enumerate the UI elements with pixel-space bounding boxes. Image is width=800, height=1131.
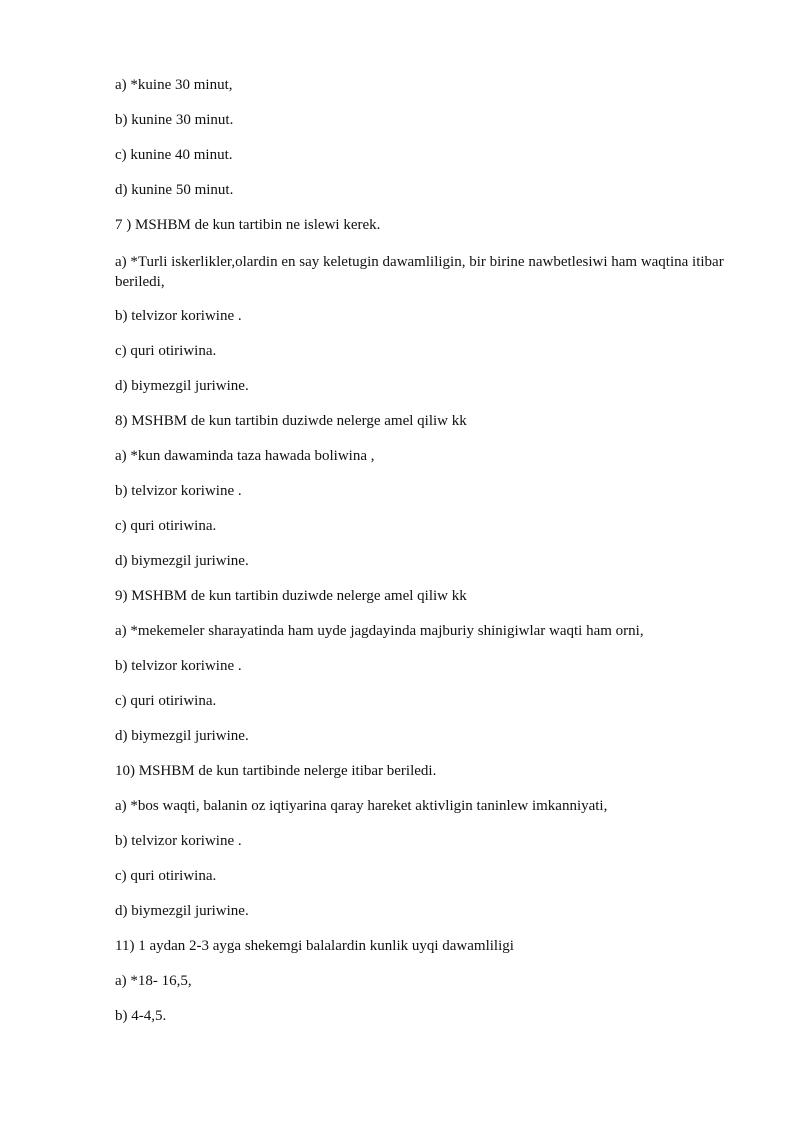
answer-option: b) telvizor koriwine . bbox=[115, 833, 242, 849]
answer-option: c) kunine 40 minut. bbox=[115, 147, 233, 163]
answer-option: b) telvizor koriwine . bbox=[115, 658, 242, 674]
answer-option: c) quri otiriwina. bbox=[115, 693, 217, 709]
answer-option: d) biymezgil juriwine. bbox=[115, 728, 249, 744]
answer-option: a) *kun dawaminda taza hawada boliwina , bbox=[115, 448, 375, 464]
answer-option: c) quri otiriwina. bbox=[115, 518, 217, 534]
question-heading: 10) MSHBM de kun tartibinde nelerge itibar beriledi. bbox=[115, 763, 437, 779]
answer-option: d) kunine 50 minut. bbox=[115, 182, 234, 198]
answer-option: a) *bos waqti, balanin oz iqtiyarina qaray hareket aktivligin taninlew imkanniyati, bbox=[115, 798, 608, 814]
answer-option: c) quri otiriwina. bbox=[115, 868, 217, 884]
answer-option: a) *mekemeler sharayatinda ham uyde jagdayinda majburiy shinigiwlar waqti ham orni, bbox=[115, 623, 644, 639]
answer-option: a) *18- 16,5, bbox=[115, 973, 192, 989]
question-heading: 7 ) MSHBM de kun tartibin ne islewi kerek. bbox=[115, 217, 381, 233]
question-heading: 8) MSHBM de kun tartibin duziwde nelerge amel qiliw kk bbox=[115, 413, 467, 429]
answer-option: c) quri otiriwina. bbox=[115, 343, 217, 359]
document-content bbox=[115, 77, 745, 1043]
answer-option: d) biymezgil juriwine. bbox=[115, 553, 249, 569]
answer-option: a) *kuine 30 minut, bbox=[115, 77, 233, 93]
answer-option: b) kunine 30 minut. bbox=[115, 112, 234, 128]
answer-option: b) telvizor koriwine . bbox=[115, 483, 242, 499]
answer-option: d) biymezgil juriwine. bbox=[115, 903, 249, 919]
question-heading: 9) MSHBM de kun tartibin duziwde nelerge amel qiliw kk bbox=[115, 588, 467, 604]
answer-option: b) telvizor koriwine . bbox=[115, 308, 242, 324]
answer-option: a) *Turli iskerlikler,olardin en say keletugin dawamliligin, bir birine nawbetlesiwi ham waqtina itibar beriledi, bbox=[115, 254, 724, 290]
answer-option: b) 4-4,5. bbox=[115, 1008, 167, 1024]
question-heading: 11) 1 aydan 2-3 ayga shekemgi balalardin kunlik uyqi dawamliligi bbox=[115, 938, 514, 954]
answer-option: d) biymezgil juriwine. bbox=[115, 378, 249, 394]
